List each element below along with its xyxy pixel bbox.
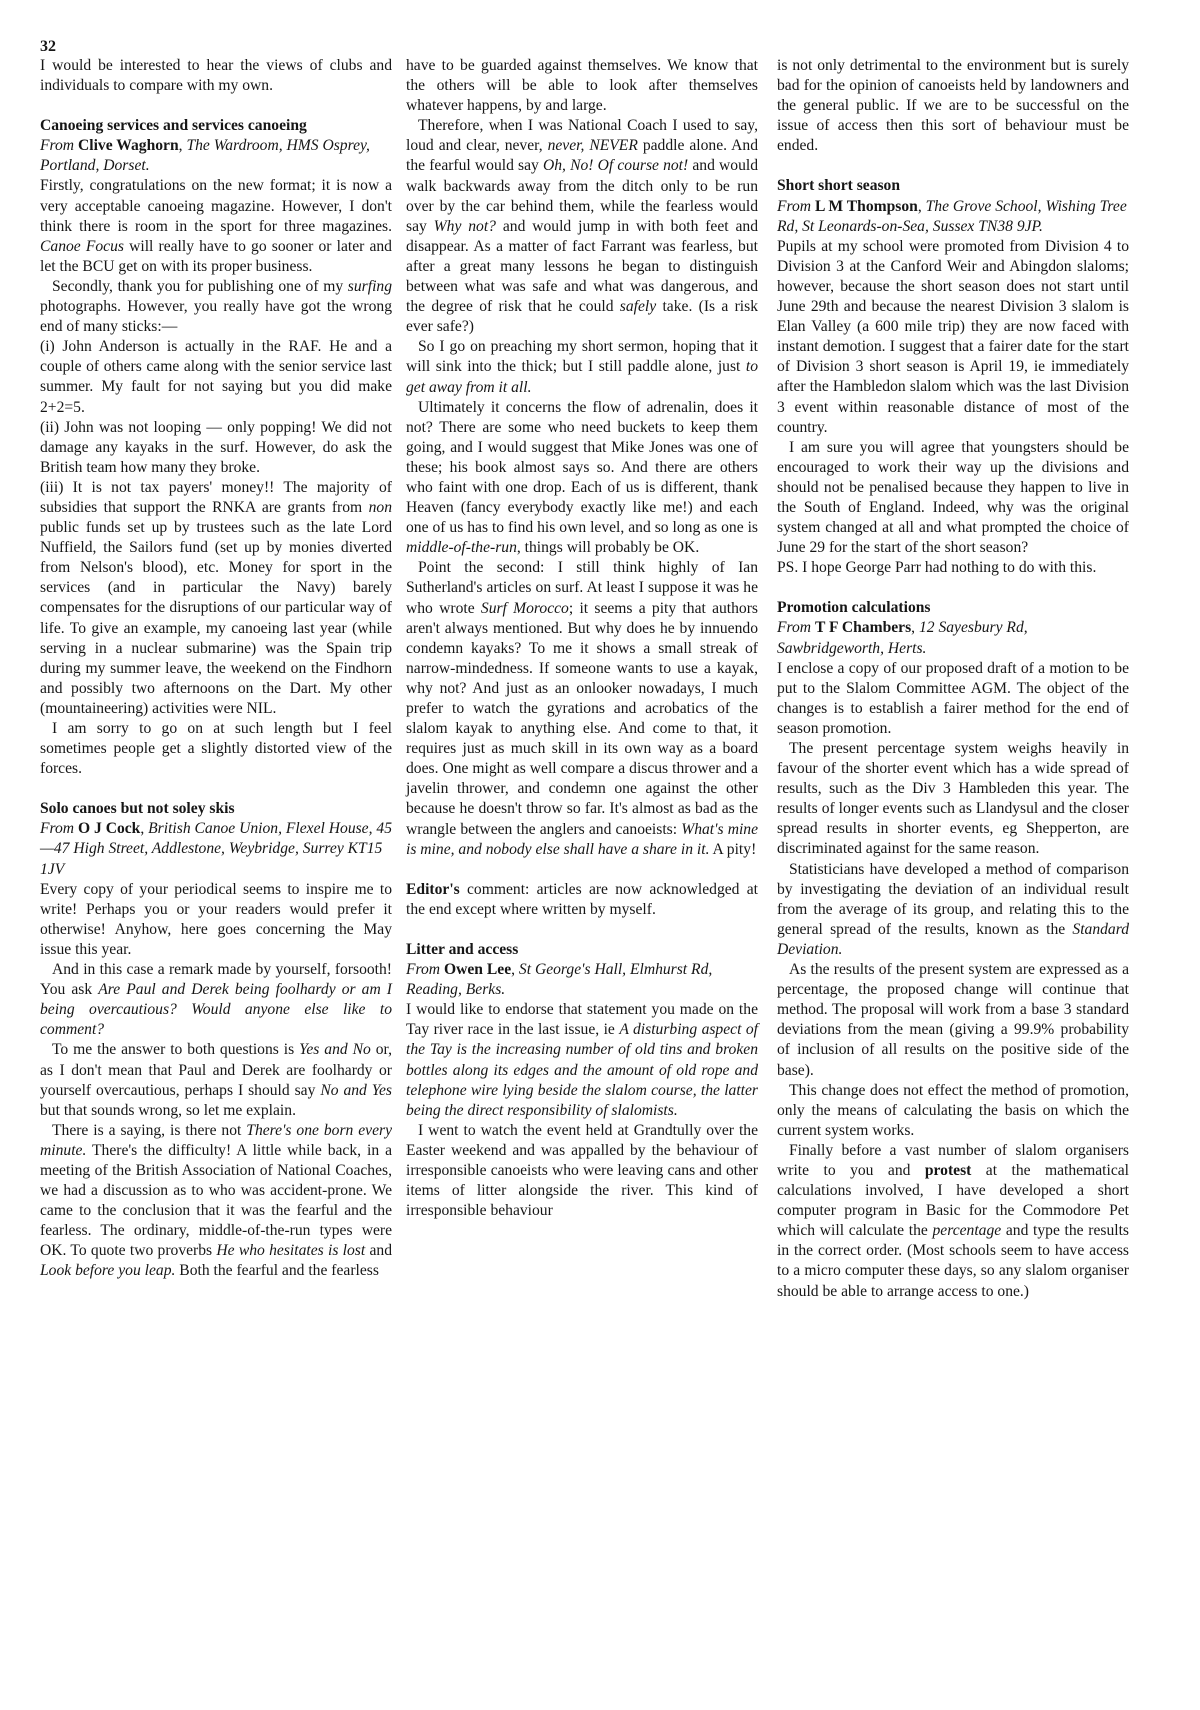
body-paragraph: Point the second: I still think highly of Ian Sutherland's articles on surf. At least I suppose it was he who wrote Surf Morocco; it seems a pity that authors aren't always mentioned. But why does he by innuendo condemn kayaks? To me it shows a small streak of narrow-mindedness. If someone wants to use a kayak, why not? And just as an onlooker nowadays, I much prefer to watch the gyrations and acrobatics of the slalom kayak to anything else. And come to that, it requires just as much skill in its own way as a board does. One might as well compare a discus thrower and a javelin thrower, and condemn one against the other because he doesn't throw so far. It's almost as bad as the wrangle between the anglers and canoeists: What's mine is mine, and nobody else shall have a share in it. A pity! (406, 559, 759, 858)
section-gap (40, 96, 392, 116)
section-gap (40, 779, 392, 799)
body-paragraph: I would like to endorse that statement you made on the Tay river race in the last issue, ie A disturbing aspect of the Tay is the increasing number of old tins and broken bottles along its edges and the amount of old rope and telephone wire lying beside the slalom course, the latter being the direct responsibility of slalomists. (406, 1001, 758, 1119)
section-gap (777, 578, 1129, 598)
body-paragraph: I am sorry to go on at such length but I feel sometimes people get a slightly distorted view of the forces. (40, 720, 392, 778)
page-number: 32 (40, 38, 56, 55)
body-paragraph: As the results of the present system are expressed as a percentage, the proposed change will continue that method. The proposal will work from a base 3 standard deviations from the mean (giving a 99.9% probability of inclusion of all results on the positive side of the base). (777, 961, 1129, 1079)
section-gap (406, 860, 758, 880)
body-paragraph: Statisticians have developed a method of comparison by investigating the deviation of an individual result from the average of its group, and relating this to the general spread of the results, known as the Standard Deviation. (777, 860, 1129, 958)
body-paragraph: I am sure you will agree that youngsters should be encouraged to work their way up the divisions and should not be penalised because they happen to live in the South of England. Indeed, why was the original system changed at all and what prompted the choice of June 29 for the start of the short season? (777, 438, 1129, 557)
letter-heading: Canoeing services and services canoeing (40, 117, 307, 135)
body-paragraph: To me the answer to both questions is Yes and No or, as I don't mean that Paul and Derek are foolhardy or yourself overcautious, perhaps I should say No and Yes but that sounds wrong, so let me explain. (40, 1041, 392, 1119)
letter-byline: From O J Cock, British Canoe Union, Flexel House, 45—47 High Street, Addlestone, Weybridge, Surrey KT15 1JV (40, 820, 392, 878)
body-paragraph: Ultimately it concerns the flow of adrenalin, does it not? There are some who need buckets to keep them going, and I would suggest that Mike Jones was one of these; his book almost says so. And there are others who faint with one drop. Each of us is different, thank Heaven (fancy everybody exactly like me!) and each one of us has to find his own level, and so long as one is middle-of-the-run, things will probably be OK. (406, 398, 758, 557)
body-paragraph: The present percentage system weighs heavily in favour of the shorter event which has a wide spread of results, such as the Div 3 Hambleden this year. The results of longer events such as Llandysul and the closer spread results in shorter events, eg Shepperton, are discriminated against for the same reason. (777, 740, 1129, 858)
letter-byline: From T F Chambers, 12 Sayesbury Rd, Sawbridgeworth, Herts. (777, 619, 1028, 657)
letter-byline: From L M Thompson, The Grove School, Wishing Tree Rd, St Leonards-on-Sea, Sussex TN38 9JP. (777, 197, 1127, 235)
letter-heading: Litter and access (406, 940, 519, 958)
body-paragraph: I enclose a copy of our proposed draft of a motion to be put to the Slalom Committee AGM. The object of the changes is to establish a fairer method for the end of season promotion. (777, 659, 1129, 737)
letter-byline: From Owen Lee, St George's Hall, Elmhurst Rd, Reading, Berks. (406, 961, 713, 999)
letter-byline: From Clive Waghorn, The Wardroom, HMS Osprey, Portland, Dorset. (40, 137, 370, 175)
body-paragraph: So I go on preaching my short sermon, hoping that it will sink into the thick; but I still paddle alone, just to get away from it all. (406, 338, 758, 396)
body-paragraph: have to be guarded against themselves. We know that the others will be able to look after themselves whatever happens, by and large. (406, 57, 758, 115)
section-gap (777, 156, 1129, 176)
letter-heading: Promotion calculations (777, 599, 931, 617)
column-3 (777, 56, 1129, 1302)
body-paragraph: I went to watch the event held at Grandtully over the Easter weekend and was appalled by the behaviour of irresponsible canoeists who were leaving cans and other items of litter alongside the river. This kind of irresponsible behaviour (406, 1121, 758, 1220)
body-paragraph: (ii) John was not looping — only popping! We did not damage any kayaks in the surf. However, do ask the British team how many they broke. (40, 418, 392, 476)
body-paragraph: This change does not effect the method of promotion, only the means of calculating the basis on which the current system works. (777, 1081, 1129, 1139)
letter-heading: Short short season (777, 177, 901, 195)
body-paragraph: Firstly, congratulations on the new format; it is now a very acceptable canoeing magazine. However, I don't think there is room in the sport for three magazines. Canoe Focus will really have to go sooner or later and let the BCU get on with its proper business. (40, 177, 392, 275)
body-paragraph: is not only detrimental to the environment but is surely bad for the opinion of canoeists held by landowners and the general public. If we are to be successful on the issue of access then this sort of behaviour must be ended. (777, 57, 1129, 155)
body-paragraph: (i) John Anderson is actually in the RAF. He and a couple of others came along with the senior service last summer. My fault for not saying but you did make 2+2=5. (40, 338, 392, 416)
body-paragraph: Editor's comment: articles are now acknowledged at the end except where written by myself. (406, 880, 758, 918)
body-paragraph: Secondly, thank you for publishing one of my surfing photographs. However, you really have got the wrong end of many sticks:— (40, 277, 392, 336)
column-2 (406, 56, 758, 1221)
body-paragraph: Every copy of your periodical seems to inspire me to write! Perhaps you or your readers would prefer it otherwise! Anyhow, here goes concerning the May issue this year. (40, 880, 392, 958)
body-paragraph: There is a saying, is there not There's one born every minute. There's the difficulty! A little while back, in a meeting of the British Association of National Coaches, we had a discussion as to who was accident-prone. We came to the conclusion that it was the fearful and the fearless. The ordinary, middle-of-the-run types were OK. To quote two proverbs He who hesitates is lost and Look before you leap. Both the fearful and the fearless (40, 1121, 392, 1280)
column-1 (40, 56, 392, 1282)
body-paragraph: Therefore, when I was National Coach I used to say, loud and clear, never, never, NEVER paddle alone. And the fearful would say Oh, No! Of course not! and would walk backwards away from the ditch only to be run over by the car behind them, while the fearless would say Why not? and would jump in with both feet and disappear. As a matter of fact Farrant was fearless, but after a great many lessons he began to distinguish between what was safe and what was dangerous, and the degree of risk that he could safely take. (Is a risk ever safe?) (406, 117, 758, 336)
body-paragraph: (iii) It is not tax payers' money!! The majority of subsidies that support the RNKA are grants from non public funds set up by trustees such as the late Lord Nuffield, the Sailors fund (set up by monies diverted from Nelson's blood), etc. Money for sport in the services (and in particular the Navy) barely compensates for the disruptions of our particular way of life. To give an example, my canoeing last year (while serving in a nuclear submarine) was the Spain trip during my summer leave, the weekend on the Findhorn and possibly two afternoons on the Dart. My other (mountaineering) activities were NIL. (40, 478, 392, 717)
section-gap (406, 920, 758, 940)
body-paragraph: I would be interested to hear the views of clubs and individuals to compare with my own. (40, 57, 392, 95)
body-paragraph: Pupils at my school were promoted from Division 4 to Division 3 at the Canford Weir and Abingdon slaloms; however, because the short season does not start until June 29th and because the nearest Division 3 slalom is Elan Valley (a 600 mile trip) they are now faced with instant demotion. I suggest that a fairer date for the start of Division 3 short season is April 19, ie immediately after the Hambledon slalom which was the last Division 3 event within reasonable distance of most of the country. (777, 237, 1129, 436)
body-paragraph: PS. I hope George Parr had nothing to do with this. (777, 559, 1097, 577)
body-paragraph: And in this case a remark made by yourself, forsooth! You ask Are Paul and Derek being foolhardy or am I being overcautious? Would anyone else like to comment? (40, 961, 392, 1039)
body-paragraph: Finally before a vast number of slalom organisers write to you and protest at the mathematical calculations involved, I have developed a short computer program in Basic for the Commodore Pet which will calculate the percentage and type the results in the correct order. (Most schools seem to have access to a micro computer these days, so any slalom organiser should be able to arrange access to one.) (777, 1141, 1129, 1300)
letter-heading: Solo canoes but not soley skis (40, 800, 235, 818)
